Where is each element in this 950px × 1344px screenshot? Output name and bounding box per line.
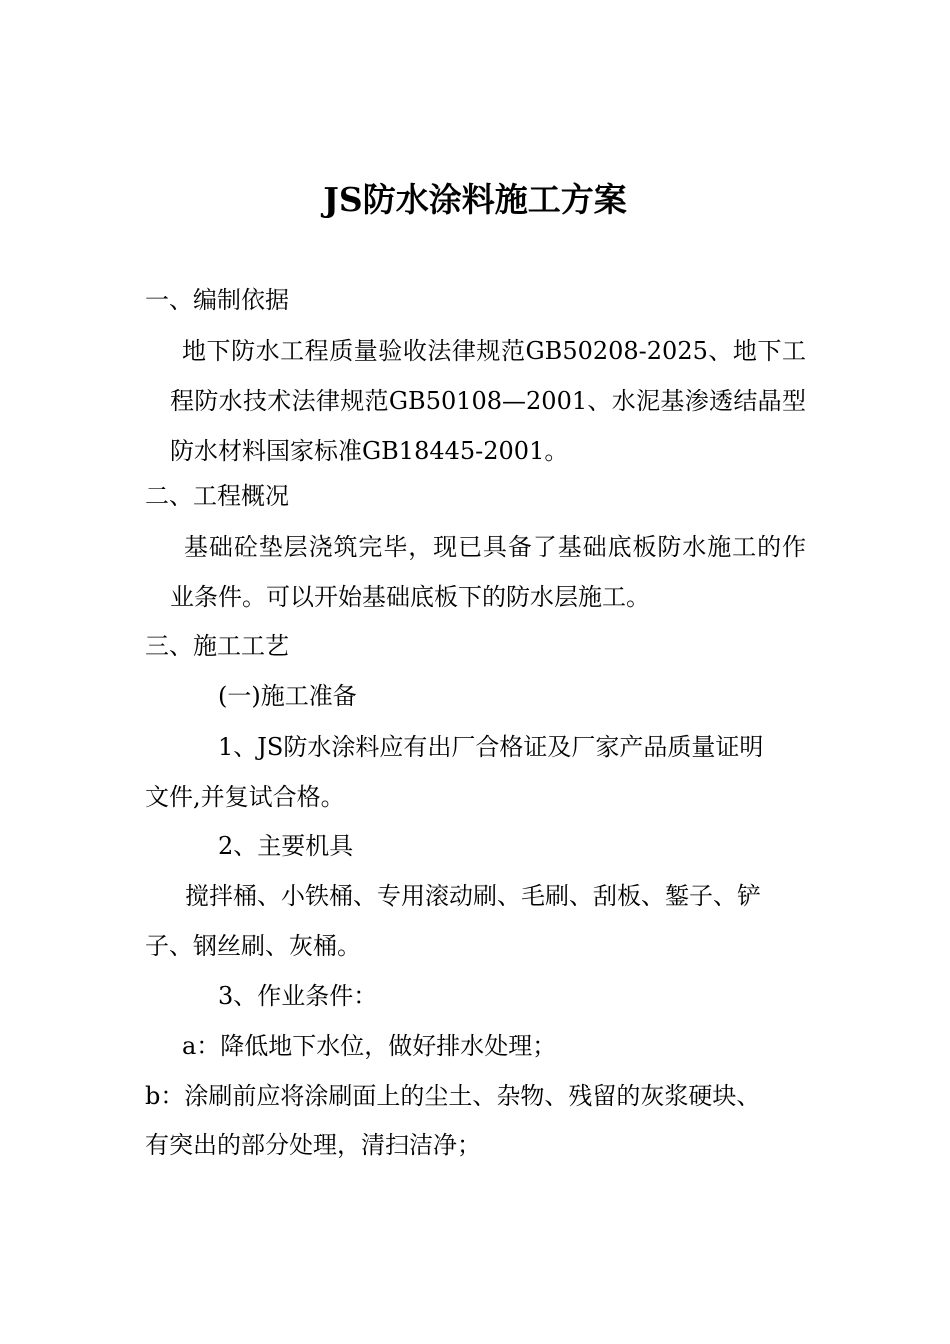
- tools-lead: 搅拌桶、小铁桶、专用滚动刷、毛刷、刮板、錾子、铲: [185, 882, 761, 910]
- item-3-heading: 3、作业条件：: [218, 982, 378, 1010]
- item-2-heading: 2、主要机具: [218, 832, 354, 860]
- condition-b-lead: b：涂刷前应将涂刷面上的尘土、杂物、残留的灰浆硬块、: [145, 1082, 761, 1110]
- section-body-basis: 地下防水工程质量验收法律规范GB50208-2025、地下工程防水技术法律规范GB50108—2001、水泥基渗透结晶型防水材料国家标准GB18445-2001。: [170, 337, 806, 465]
- section-heading-basis: 一、编制依据: [145, 286, 289, 314]
- item-1-continuation: 文件,并复试合格。: [145, 783, 345, 811]
- section-body-overview: 基础砼垫层浇筑完毕，现已具备了基础底板防水施工的作业条件。可以开始基础底板下的防水层施工。: [170, 533, 806, 611]
- section-heading-process: 三、施工工艺: [145, 632, 289, 660]
- document-title: JS防水涂料施工方案: [323, 180, 627, 219]
- condition-a: a：降低地下水位，做好排水处理；: [182, 1032, 557, 1060]
- condition-b-continuation: 有突出的部分处理，清扫洁净；: [145, 1131, 481, 1159]
- subsection-preparation: (一)施工准备: [218, 682, 357, 710]
- item-1-lead: 1、JS防水涂料应有出厂合格证及厂家产品质量证明: [218, 733, 764, 761]
- tools-continuation: 子、钢丝刷、灰桶。: [145, 932, 361, 960]
- section-heading-overview: 二、工程概况: [145, 482, 289, 510]
